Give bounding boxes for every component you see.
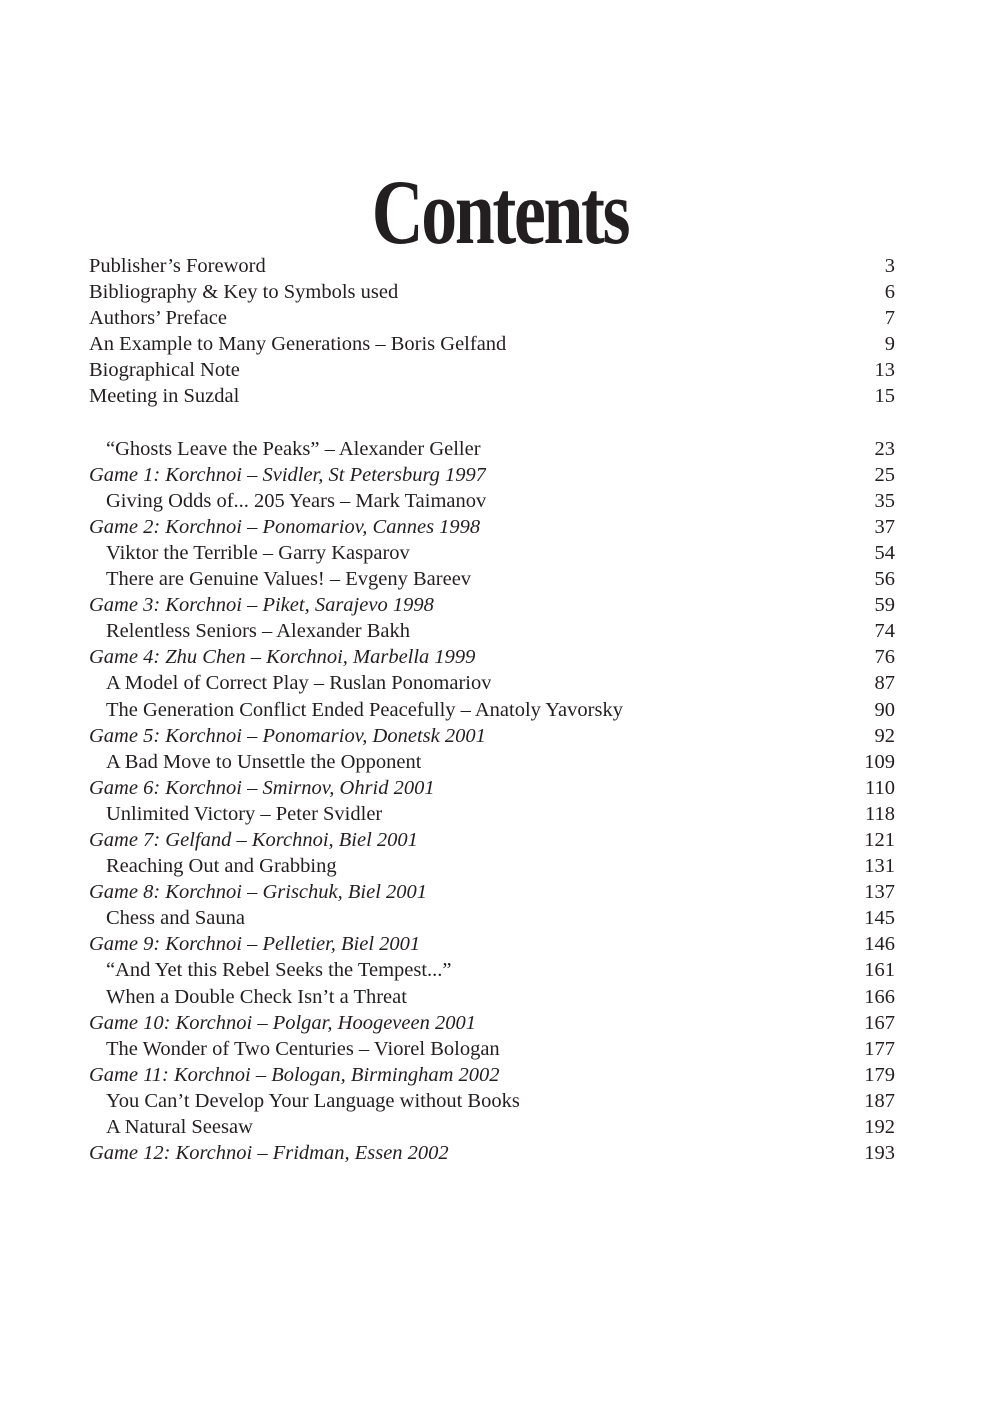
toc-entry-page-number: 74	[874, 620, 895, 643]
toc-entry[interactable]	[89, 723, 895, 749]
toc-entry[interactable]	[89, 1062, 895, 1088]
toc-entry-page-number: 7	[884, 307, 895, 330]
toc-entry-page-number: 54	[874, 541, 895, 564]
toc-entry-page-number: 161	[864, 959, 895, 982]
toc-entry-page-number: 92	[874, 724, 895, 747]
page-title: Contents	[371, 160, 629, 263]
toc-entry-page-number: 109	[864, 750, 895, 773]
toc-entry[interactable]	[89, 488, 895, 514]
toc-entry-page-number: 110	[865, 776, 895, 799]
toc-entry[interactable]	[89, 566, 895, 592]
toc-entry-title: A Model of Correct Play – Ruslan Ponomariov	[106, 672, 492, 695]
toc-entry-page-number: 90	[874, 698, 895, 721]
toc-entry-page-number: 59	[874, 594, 895, 617]
toc-entry-title: Relentless Seniors – Alexander Bakh	[106, 620, 411, 643]
toc-entry-page-number: 6	[884, 281, 895, 304]
toc-entry[interactable]	[89, 853, 895, 879]
toc-entry-title: Biographical Note	[89, 359, 240, 382]
toc-entry[interactable]	[89, 462, 895, 488]
toc-entry-title: Game 2: Korchnoi – Ponomariov, Cannes 1998	[89, 515, 481, 538]
toc-entry[interactable]	[89, 383, 895, 409]
toc-entry[interactable]	[89, 670, 895, 696]
toc-entry-title: Game 1: Korchnoi – Svidler, St Petersburg 1997	[89, 463, 487, 486]
toc-entry-title: Viktor the Terrible – Garry Kasparov	[106, 541, 410, 564]
toc-entry-page-number: 121	[864, 828, 895, 851]
toc-entry-page-number: 177	[864, 1037, 895, 1060]
toc-entry-title: Game 11: Korchnoi – Bologan, Birmingham 2002	[89, 1063, 500, 1086]
toc-entry-title: Game 7: Gelfand – Korchnoi, Biel 2001	[89, 828, 418, 851]
toc-entry-page-number: 192	[864, 1116, 895, 1138]
toc-entry-page-number: 87	[874, 672, 895, 695]
toc-entry-page-number: 56	[874, 568, 895, 591]
toc-entry[interactable]	[89, 540, 895, 566]
toc-entry-page-number: 167	[864, 1011, 895, 1034]
toc-entry-title: Meeting in Suzdal	[89, 385, 240, 408]
toc-entry-page-number: 131	[864, 855, 895, 878]
toc-entry[interactable]	[89, 331, 895, 357]
main-entries-list	[89, 436, 895, 1167]
toc-entry[interactable]	[89, 879, 895, 905]
toc-entry-page-number: 145	[864, 907, 895, 930]
toc-entry-title: Game 10: Korchnoi – Polgar, Hoogeveen 2001	[89, 1011, 476, 1034]
toc-entry[interactable]	[89, 905, 895, 931]
toc-entry-page-number: 23	[874, 437, 895, 460]
toc-entry-page-number: 193	[864, 1142, 895, 1165]
toc-entry-title: A Natural Seesaw	[106, 1116, 253, 1138]
toc-entry-title: There are Genuine Values! – Evgeny Bareev	[106, 568, 472, 591]
toc-entry-title: Game 5: Korchnoi – Ponomariov, Donetsk 2001	[89, 724, 486, 747]
toc-entry[interactable]	[89, 436, 895, 462]
toc-entry[interactable]	[89, 801, 895, 827]
toc-entry[interactable]	[89, 775, 895, 801]
toc-entry[interactable]	[89, 749, 895, 775]
toc-entry-title: Game 8: Korchnoi – Grischuk, Biel 2001	[89, 881, 428, 904]
toc-entry-title: Reaching Out and Grabbing	[106, 855, 337, 878]
toc-entry[interactable]	[89, 279, 895, 305]
toc-entry-title: Publisher’s Foreword	[89, 255, 266, 277]
toc-entry-page-number: 15	[874, 385, 895, 408]
toc-entry[interactable]	[89, 1140, 895, 1166]
toc-entry-title: Authors’ Preface	[89, 307, 227, 330]
toc-entry-title: Game 4: Zhu Chen – Korchnoi, Marbella 1999	[89, 646, 476, 669]
toc-entry[interactable]	[89, 931, 895, 957]
toc-entry-title: “Ghosts Leave the Peaks” – Alexander Geller	[106, 437, 481, 460]
toc-entry[interactable]	[89, 357, 895, 383]
toc-entry-page-number: 3	[884, 255, 895, 277]
toc-entry[interactable]	[89, 305, 895, 331]
toc-entry[interactable]	[89, 592, 895, 618]
toc-entry-title: Unlimited Victory – Peter Svidler	[106, 802, 383, 825]
toc-entry-title: Chess and Sauna	[106, 907, 245, 930]
toc-entry[interactable]	[89, 1088, 895, 1114]
toc-entry-page-number: 137	[864, 881, 895, 904]
toc-entry-title: Game 6: Korchnoi – Smirnov, Ohrid 2001	[89, 776, 435, 799]
toc-entry[interactable]	[89, 618, 895, 644]
toc-entry[interactable]	[89, 984, 895, 1010]
toc-entry-title: Game 12: Korchnoi – Fridman, Essen 2002	[89, 1142, 449, 1165]
toc-entry[interactable]	[89, 827, 895, 853]
toc-entry-title: Bibliography & Key to Symbols used	[89, 281, 399, 304]
toc-entry-page-number: 166	[864, 985, 895, 1008]
toc-entry-page-number: 76	[874, 646, 895, 669]
toc-entry[interactable]	[89, 253, 895, 279]
toc-entry[interactable]	[89, 957, 895, 983]
toc-entry-title: “And Yet this Rebel Seeks the Tempest...”	[106, 959, 452, 982]
toc-entry[interactable]	[89, 1114, 895, 1140]
toc-entry-title: Game 3: Korchnoi – Piket, Sarajevo 1998	[89, 594, 434, 617]
table-of-contents	[89, 253, 895, 1166]
toc-entry-page-number: 9	[884, 333, 895, 356]
toc-entry[interactable]	[89, 1010, 895, 1036]
toc-entry-page-number: 187	[864, 1089, 895, 1112]
toc-entry-page-number: 25	[874, 463, 895, 486]
toc-entry[interactable]	[89, 697, 895, 723]
toc-entry-title: The Wonder of Two Centuries – Viorel Bologan	[106, 1037, 500, 1060]
front-matter-list	[89, 253, 895, 410]
toc-entry-title: An Example to Many Generations – Boris Gelfand	[89, 333, 507, 356]
toc-entry-page-number: 118	[865, 802, 895, 825]
toc-entry-page-number: 146	[864, 933, 895, 956]
toc-entry-page-number: 13	[874, 359, 895, 382]
toc-entry[interactable]	[89, 644, 895, 670]
toc-entry-title: Game 9: Korchnoi – Pelletier, Biel 2001	[89, 933, 421, 956]
toc-entry-page-number: 37	[874, 515, 895, 538]
toc-entry-page-number: 35	[874, 489, 895, 512]
toc-entry-page-number: 179	[864, 1063, 895, 1086]
toc-entry[interactable]	[89, 514, 895, 540]
toc-entry[interactable]	[89, 1036, 895, 1062]
toc-entry-title: You Can’t Develop Your Language without Books	[106, 1089, 520, 1112]
toc-entry-title: Giving Odds of... 205 Years – Mark Taimanov	[106, 489, 487, 512]
toc-entry-title: A Bad Move to Unsettle the Opponent	[106, 750, 422, 773]
toc-entry-title: When a Double Check Isn’t a Threat	[106, 985, 407, 1008]
toc-entry-title: The Generation Conflict Ended Peacefully – Anatoly Yavorsky	[106, 698, 623, 721]
